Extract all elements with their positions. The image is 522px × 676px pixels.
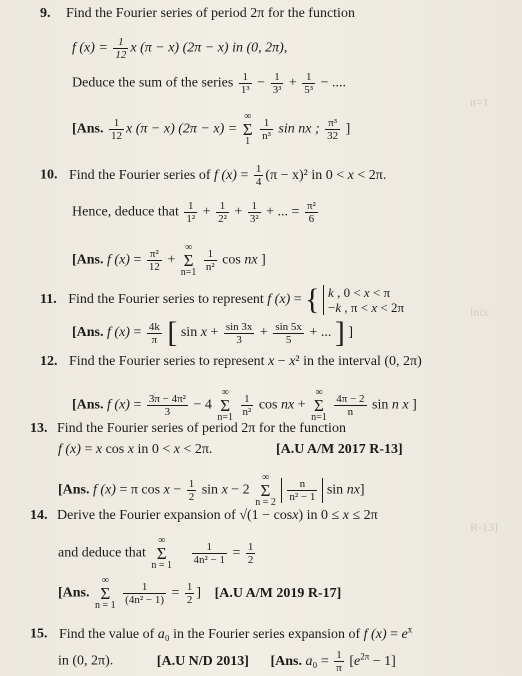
question-number: 15. xyxy=(30,626,48,642)
q11-answer: [Ans. f (x) = $\frac{4k}{\pi}$ [ sin x + $\frac{\sin 3x}{3}$ + $\frac{\sin 5x}{5}$ + ... ] ] xyxy=(72,316,353,349)
q9-deduce: Deduce the sum of the series $\frac{1}{\text{1³}}$ − $\frac{1}{\text{3³}}$ + $\frac{1}{\text{5³}}$ − .... xyxy=(72,71,346,96)
question-number: 13. xyxy=(30,421,48,436)
question-number: 11. xyxy=(40,292,57,308)
q13-function: f (x) = x cos x in 0 < x < 2π. [A.U A/M 2017 R-13] xyxy=(58,442,403,457)
q9-deduce-text: Deduce the sum of the series xyxy=(72,75,234,91)
exam-reference: [A.U N/D 2013] xyxy=(156,653,249,669)
question-15: 15. Find the value of a₀ in the Fourier series expansion of f $(x) = e^x$ xyxy=(30,624,413,642)
question-12: 12. Find the Fourier series to represent x − x² in the interval (0, 2π) xyxy=(40,354,422,369)
q10-answer: [Ans. f (x) = $\frac{\text{π²}}{12}$ + ∞ Σ n=1 $\frac{1}{\text{n²}}$ cos nx ] xyxy=(72,242,266,278)
q14-answer: [Ans. ∞ Σ n = 1 $\frac{1}{\text{(4n² − 1)}}$ = $\frac{1}{2}$ ] [A.U A/M 2019 R-17] xyxy=(58,575,342,611)
q9-answer: [Ans. $\frac{1}{12}$ x (π − x) (2π − x) = ∞ Σ 1 $\frac{1}{\text{n³}}$ sin nx ; $\frac{\text{π³}}{32}$ ] xyxy=(72,111,351,147)
exam-reference: [A.U A/M 2017 R-13] xyxy=(275,442,403,457)
bleed-through-mark: lnix xyxy=(470,305,489,319)
question-number: 12. xyxy=(40,354,58,369)
question-text: Find the Fourier series of period 2π for the function xyxy=(66,6,355,21)
q10-deduce: Hence, deduce that $\frac{1}{\text{1²}}$ + $\frac{1}{\text{2²}}$ + $\frac{1}{\text{3²}}$ + ... = $\frac{\text{π²}}{6}$ xyxy=(72,200,316,225)
question-14: 14. Derive the Fourier expansion of √(1 − cosx) in 0 ≤ x ≤ 2π xyxy=(30,508,378,523)
exam-reference: [A.U A/M 2019 R-17] xyxy=(214,585,342,601)
bleed-through-mark: R-13] xyxy=(470,520,498,534)
question-13: 13. Find the Fourier series of period 2π for the function xyxy=(30,421,346,436)
q12-answer: [Ans. f (x) = $\frac{\text{3π − 4π²}}{3}$ − 4 ∞ Σ n=1 $\frac{1}{\text{n²}}$ cos nx + ∞ Σ n=1 $\frac{4\pi - 2}{n}$ sin n x ] xyxy=(72,387,417,423)
q14-deduce: and deduce that ∞ Σ n = 1 $\frac{1}{\text{4n² − 1}}$ = $\frac{1}{2}$ xyxy=(58,535,254,571)
q13-answer: [Ans. f (x) = π cos x − $\frac{1}{2}$ sin x − 2 ∞ Σ n = 2 $\frac{n}{\text{n² − 1}}$ sin nx] xyxy=(58,472,365,508)
question-10: 10. Find the Fourier series of f (x) = $\frac{1}{4}$ (π − x)² in 0 < x < 2π. xyxy=(40,163,387,188)
bleed-through-mark: n=1 xyxy=(470,95,489,109)
question-11: 11. Find the Fourier series to represent f (x) = { k , 0 < x < π −k , π < x < 2π xyxy=(40,283,405,316)
question-number: 14. xyxy=(30,508,48,523)
question-number: 9. xyxy=(40,6,51,21)
q15-answer: in (0, 2π). [A.U N/D 2013] [Ans. a₀ = $\frac{1}{\pi}$ $[e^{2\pi} - 1]$ xyxy=(58,648,396,674)
q9-function: f (x) = $\frac{1}{12}$ x (π − x) (2π − x) in (0, 2π), xyxy=(72,36,288,61)
question-number: 10. xyxy=(40,167,58,183)
question-9 xyxy=(40,6,355,22)
